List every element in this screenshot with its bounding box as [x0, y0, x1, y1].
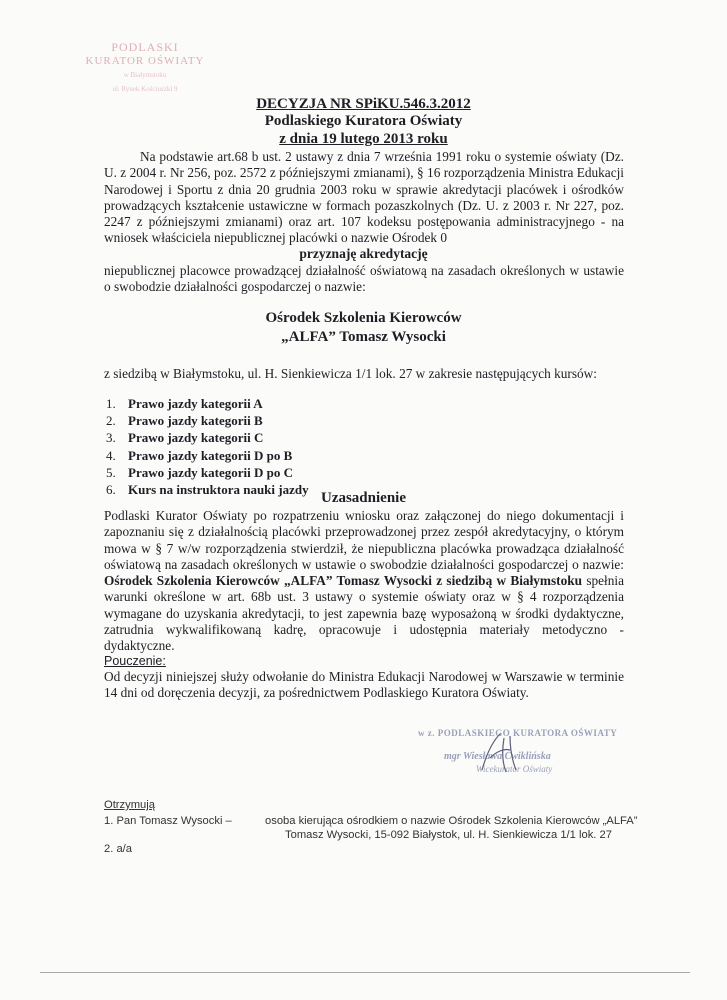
recipients-label: Otrzymują — [104, 799, 155, 811]
recipient-2: 2. a/a — [104, 843, 132, 855]
address-text: z siedzibą w Białymstoku, ul. H. Sienkiewicza 1/1 lok. 27 w zakresie następujących kursów: — [104, 366, 597, 381]
stamp-line-4: ul. Rynek Kościuszki 9 — [112, 85, 178, 93]
page-bottom-divider — [40, 972, 690, 973]
instruction-text: Od decyzji niniejszej służy odwołanie do Ministra Edukacji Narodowej w Warszawie w terminie 14 dni od doręczenia decyzji, za pośrednictwem Podlaskiego Kuratora Oświaty. — [104, 669, 624, 701]
signature-stamp-line-3: Wicekurator Oświaty — [476, 764, 553, 774]
intro-paragraph: Na podstawie art.68 b ust. 2 ustawy z dnia 7 września 1991 roku o systemie oświaty (Dz. U. z 2004 r. Nr 256, poz. 2572 z późniejszymi zmianami), § 16 rozporządzenia Ministra Edukacji Narodowej i Sportu z dnia 20 grudnia 2003 roku w sprawie akredytacji placówek i ośrodków prowadzących kształcenie ustawiczne w formach pozaszkolnych (Dz. U. z 2003 r. Nr 227, poz. 2247 z późniejszymi zmianami) oraz art. 107 kodeksu postępowania administracyjnego - na wniosek właściciela niepublicznej placówki o nazwie Ośrodek 0 — [104, 149, 624, 246]
org-name-line-1: Ośrodek Szkolenia Kierowców — [265, 310, 462, 326]
course-item: 2. Prawo jazdy kategorii B — [106, 413, 263, 429]
grant-text: niepublicznej placowce prowadzącej działalność oświatową na zasadach określonych w ustawie o swobodzie działalności gospodarczej o nazwie: — [104, 263, 624, 295]
signature-stamp-line-2: mgr Wiesława Ćwiklińska — [444, 751, 551, 762]
justification-paragraph — [104, 508, 624, 655]
course-item: 6. Kurs na instruktora nauki jazdy — [106, 482, 309, 498]
org-name-line-2: „ALFA” Tomasz Wysocki — [281, 329, 446, 345]
justification-text-a: Podlaski Kurator Oświaty po rozpatrzeniu wniosku oraz załączonej do niego dokumentacji i zapoznaniu się z działalnością placówki przeprowadzonej przez zespół akredytacyjny, o którym mowa w § 7 w/w rozporządzenia stwierdził, że niepubliczna placówka prowadząca działalność oświatową na zasadach określonych w ustawie o swobodzie działalności gospodarczej o nazwie: — [104, 508, 624, 572]
decision-title: DECYZJA NR SPiKU.546.3.2012 — [256, 96, 471, 112]
course-list — [106, 395, 309, 498]
justification-org-bold: Ośrodek Szkolenia Kierowców „ALFA” Tomasz Wysocki z siedzibą w Białymstoku — [104, 573, 583, 589]
decision-date: z dnia 19 lutego 2013 roku — [279, 131, 448, 147]
course-item: 1. Prawo jazdy kategorii A — [106, 396, 263, 411]
course-item: 4. Prawo jazdy kategorii D po B — [106, 447, 293, 463]
decision-subtitle: Podlaskiego Kuratora Oświaty — [264, 113, 463, 129]
recipient-1-desc: osoba kierująca ośrodkiem o nazwie Ośrodek Szkolenia Kierowców „ALFA” — [265, 815, 638, 827]
justification-heading: Uzasadnienie — [320, 490, 406, 506]
course-item: 5. Prawo jazdy kategorii D po C — [106, 464, 294, 480]
stamp-line-1: PODLASKI — [111, 40, 179, 54]
course-item: 3. Prawo jazdy kategorii C — [106, 430, 264, 446]
kurator-stamp — [70, 40, 220, 96]
grant-heading: przyznaję akredytację — [299, 246, 428, 261]
stamp-line-2: KURATOR OŚWIATY — [85, 55, 205, 67]
recipient-1-name: 1. Pan Tomasz Wysocki – — [104, 815, 232, 827]
justification-text-b: spełnia warunki określone w art. 68b ust. 3 ustawy o systemie oświaty oraz w § 4 rozporządzenia wymagane do uzyskania akredytacji, to jest zapewnia bazę wyposażoną w środki dydaktyczne, zatrudnia wykwalifikowaną kadrę, opracowuje i udostępnia materiały metodyczno - dydaktyczne. — [104, 573, 624, 654]
instruction-label: Pouczenie: — [104, 654, 166, 668]
handwritten-signature — [470, 728, 530, 778]
recipient-1-address: Tomasz Wysocki, 15-092 Białystok, ul. H. Sienkiewicza 1/1 lok. 27 — [285, 829, 612, 841]
signature-stamp-line-1: w z. PODLASKIEGO KURATORA OŚWIATY — [418, 728, 618, 738]
stamp-line-3: w Białymstoku — [123, 71, 167, 79]
